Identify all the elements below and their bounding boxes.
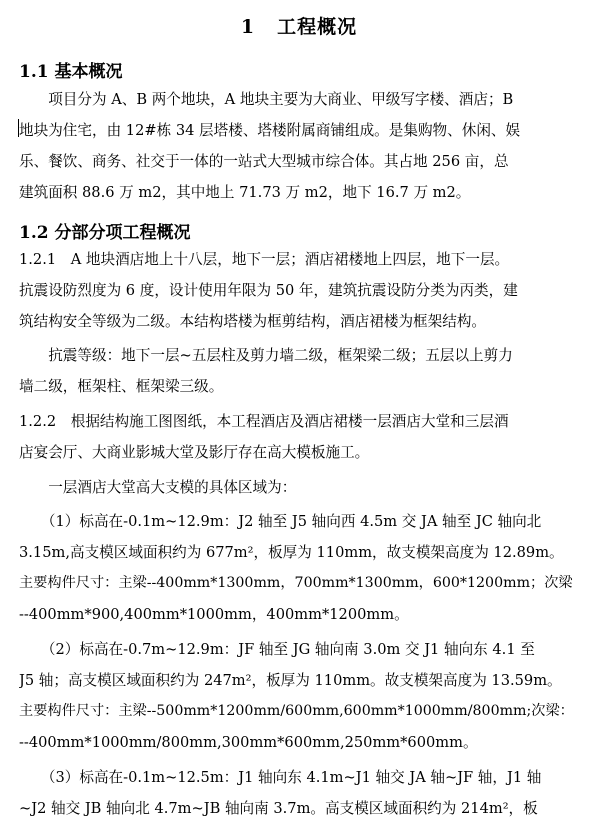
paragraph-line: 筑结构安全等级为二级。本结构塔楼为框剪结构，酒店裙楼为框架结构。 xyxy=(19,313,487,330)
paragraph-line: --400mm*1000mm/800mm,300mm*600mm,250mm*600mm。 xyxy=(19,734,478,751)
list-item-2 xyxy=(19,634,579,758)
paragraph-line: （3）标高在-0.1m~12.5m：J1 轴向东 4.1m~J1 轴交 JA 轴~JF 轴，J1 轴 xyxy=(19,769,542,786)
section-heading-1-1: 1.1 基本概况 xyxy=(19,62,123,82)
paragraph-line: （2）标高在-0.7m~12.9m：JF 轴至 JG 轴向南 3.0m 交 J1 轴向东 4.1 至 xyxy=(19,641,535,658)
chapter-title-text: 工程概况 xyxy=(277,16,358,38)
chapter-title xyxy=(19,12,579,39)
chapter-number: 1 xyxy=(240,16,256,38)
paragraph-lobby-intro xyxy=(19,472,579,503)
paragraph-line: 墙二级，框架柱、框架梁三级。 xyxy=(19,378,224,395)
paragraph-line: ~J2 轴交 JB 轴向北 4.7m~JB 轴向南 3.7m。高支模区域面积约为 214m²，板 xyxy=(19,800,538,817)
list-item-3 xyxy=(19,762,579,824)
paragraph-line: 建筑面积 88.6 万 m2，其中地上 71.73 万 m2，地下 16.7 万 m2。 xyxy=(19,184,471,201)
paragraph-seismic-grade xyxy=(19,340,579,402)
paragraph-line: 主要构件尺寸：主梁--400mm*1300mm，700mm*1300mm，600*1200mm；次梁 xyxy=(19,575,573,591)
paragraph-basic-overview xyxy=(19,84,579,208)
paragraph-1-2-2 xyxy=(19,406,579,468)
paragraph-line: 地块为住宅，由 12#栋 34 层塔楼、塔楼附属商铺组成。是集购物、休闲、娱 xyxy=(19,122,521,139)
paragraph-1-2-1 xyxy=(19,244,579,337)
paragraph-line: 抗震等级：地下一层~五层柱及剪力墙二级，框架梁二级；五层以上剪力 xyxy=(19,347,513,364)
paragraph-line: 3.15m,高支模区域面积约为 677m²，板厚为 110mm，故支模架高度为 12.89m。 xyxy=(19,544,564,561)
list-item-1 xyxy=(19,506,579,630)
paragraph-line: 乐、餐饮、商务、社交于一体的一站式大型城市综合体。其占地 256 亩，总 xyxy=(19,153,509,170)
paragraph-line: 店宴会厅、大商业影城大堂及影厅存在高大模板施工。 xyxy=(19,444,370,461)
paragraph-line: 1.2.1 A 地块酒店地上十八层，地下一层；酒店裙楼地上四层，地下一层。 xyxy=(19,251,510,268)
paragraph-line: 抗震设防烈度为 6 度，设计使用年限为 50 年，建筑抗震设防分类为丙类，建 xyxy=(19,282,518,299)
paragraph-line: 项目分为 A、B 两个地块，A 地块主要为大商业、甲级写字楼、酒店；B xyxy=(19,91,514,108)
paragraph-line: 1.2.2 根据结构施工图图纸，本工程酒店及酒店裙楼一层酒店大堂和三层酒 xyxy=(19,413,509,430)
paragraph-line: 主要构件尺寸：主梁--500mm*1200mm/600mm,600mm*1000mm/800mm;次梁： xyxy=(19,703,574,719)
paragraph-line: J5 轴；高支模区域面积约为 247m²，板厚为 110mm。故支模架高度为 13.59m。 xyxy=(19,672,562,689)
section-heading-1-2: 1.2 分部分项工程概况 xyxy=(19,223,191,243)
paragraph-line: 一层酒店大堂高大支模的具体区域为： xyxy=(19,479,297,496)
paragraph-line: --400mm*900,400mm*1000mm，400mm*1200mm。 xyxy=(19,606,409,623)
paragraph-line: （1）标高在-0.1m~12.9m：J2 轴至 J5 轴向西 4.5m 交 JA 轴至 JC 轴向北 xyxy=(19,513,542,530)
